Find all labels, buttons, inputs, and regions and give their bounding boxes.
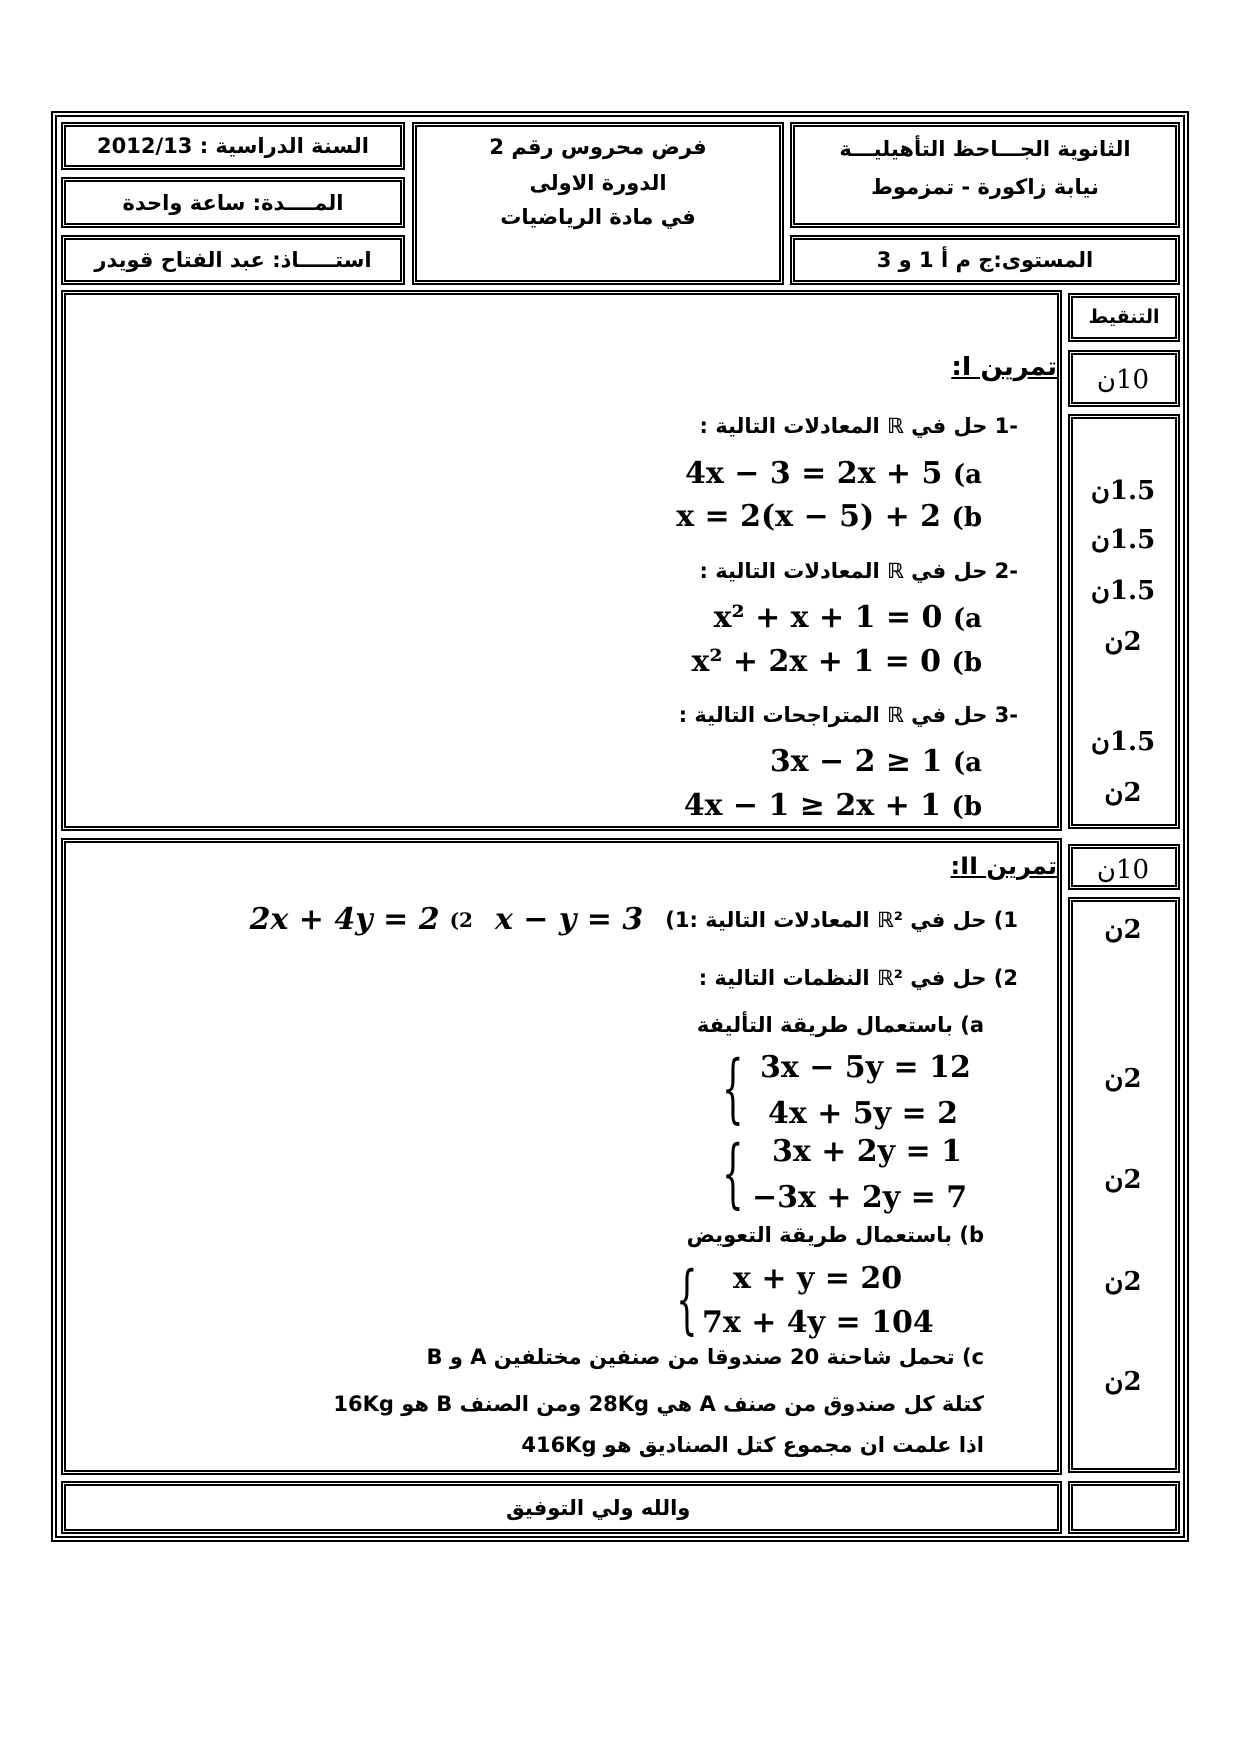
- school-name: الثانوية الجـــاحظ التأهيليـــة: [839, 137, 1131, 161]
- q3-text: -3 حل في ℝ المتراجحات التالية :: [678, 703, 1018, 727]
- school-box: [790, 122, 1180, 228]
- equation: x² + 2x + 1 = 0 ( b: [691, 644, 982, 679]
- grade: 2ن: [1104, 627, 1142, 657]
- grade: 2ن: [1104, 1165, 1142, 1195]
- exercise1-points-box: [1068, 350, 1180, 407]
- level: المستوى:ج م أ 1 و 3: [876, 248, 1094, 272]
- equation: x = 2(x − 5) + 2 ( b: [676, 499, 982, 534]
- grade: 1.5ن: [1090, 476, 1156, 506]
- teacher: استـــــاذ: عبد الفتاح قويدر: [94, 248, 372, 272]
- exercise2-title: تمرين II:: [950, 852, 1057, 880]
- year-box: [61, 122, 405, 170]
- inequality: 4x − 1 ≥ 2x + 1 ( b: [684, 788, 982, 823]
- exam-title-box: [412, 122, 784, 285]
- equation: x² + x + 1 = 0 ( a: [714, 600, 982, 635]
- subject: في مادة الرياضيات: [500, 205, 696, 229]
- duration: المــــدة: ساعة واحدة: [122, 191, 344, 215]
- method-a: a) باستعمال طريقة التأليفة: [696, 1013, 984, 1037]
- footer-box: [61, 1481, 1062, 1534]
- brace: {: [676, 1257, 698, 1345]
- grade: 2ن: [1104, 1064, 1142, 1094]
- grade: 2ن: [1104, 915, 1142, 945]
- system-equation: 3x + 2y = 1: [772, 1134, 962, 1169]
- grade: 2ن: [1104, 1367, 1142, 1397]
- exam-title: فرض محروس رقم 2: [489, 135, 707, 159]
- method-b: b) باستعمال طريقة التعويض: [686, 1223, 984, 1247]
- closing-text: والله ولي التوفيق: [506, 1496, 691, 1520]
- system-equation: 7x + 4y = 104: [702, 1305, 934, 1340]
- exercise2-points: 10ن: [1096, 855, 1150, 885]
- problem-line: اذا علمت ان مجموع كتل الصناديق هو 416Kg: [521, 1433, 984, 1457]
- q2-text: -2 حل في ℝ المعادلات التالية :: [699, 559, 1018, 583]
- grade: 2ن: [1104, 1267, 1142, 1297]
- equation: 4x − 3 = 2x + 5 ( a: [685, 456, 982, 491]
- equation: x − y = 3: [494, 902, 644, 937]
- q1-text: 1) حل في ℝ² المعادلات التالية :1): [665, 907, 1018, 932]
- brace: {: [722, 1046, 744, 1134]
- q2-text: 2) حل في ℝ² النظمات التالية :: [698, 966, 1018, 990]
- system-equation: 4x + 5y = 2: [768, 1096, 958, 1131]
- grading-header-box: [1068, 293, 1180, 342]
- grade: 1.5ن: [1090, 576, 1156, 606]
- system-equation: −3x + 2y = 7: [752, 1180, 968, 1215]
- teacher-box: [61, 235, 405, 285]
- inequality: 3x − 2 ≥ 1 ( a: [770, 744, 982, 779]
- problem-line: c) تحمل شاحنة 20 صندوقا من صنفين مختلفين A و B: [426, 1345, 984, 1369]
- school-year: السنة الدراسية : 2012/13: [97, 134, 369, 158]
- session: الدورة الاولى: [529, 171, 667, 195]
- brace: {: [722, 1131, 744, 1219]
- problem-line: كتلة كل صندوق من صنف A هي 28Kg ومن الصنف B هو 16Kg: [333, 1392, 984, 1416]
- grade: 1.5ن: [1090, 525, 1156, 555]
- grade: 2ن: [1104, 778, 1142, 808]
- directorate: نيابة زاكورة - تمزموط: [871, 175, 1099, 199]
- footer-grade-box: [1068, 1481, 1180, 1534]
- system-equation: 3x − 5y = 12: [760, 1050, 971, 1085]
- q1-row: [250, 902, 1018, 937]
- equation: 2x + 4y = 2 ( 2: [250, 902, 473, 937]
- exercise2-points-box: [1068, 844, 1180, 890]
- exercise1-points: 10ن: [1096, 365, 1150, 395]
- grade: 1.5ن: [1090, 727, 1156, 757]
- q1-text: -1 حل في ℝ المعادلات التالية :: [699, 414, 1018, 438]
- system-equation: x + y = 20: [733, 1261, 903, 1296]
- grading-header: التنقيط: [1088, 306, 1160, 328]
- exercise1-title: تمرين I:: [951, 352, 1057, 382]
- duration-box: [61, 177, 405, 228]
- level-box: [790, 235, 1180, 285]
